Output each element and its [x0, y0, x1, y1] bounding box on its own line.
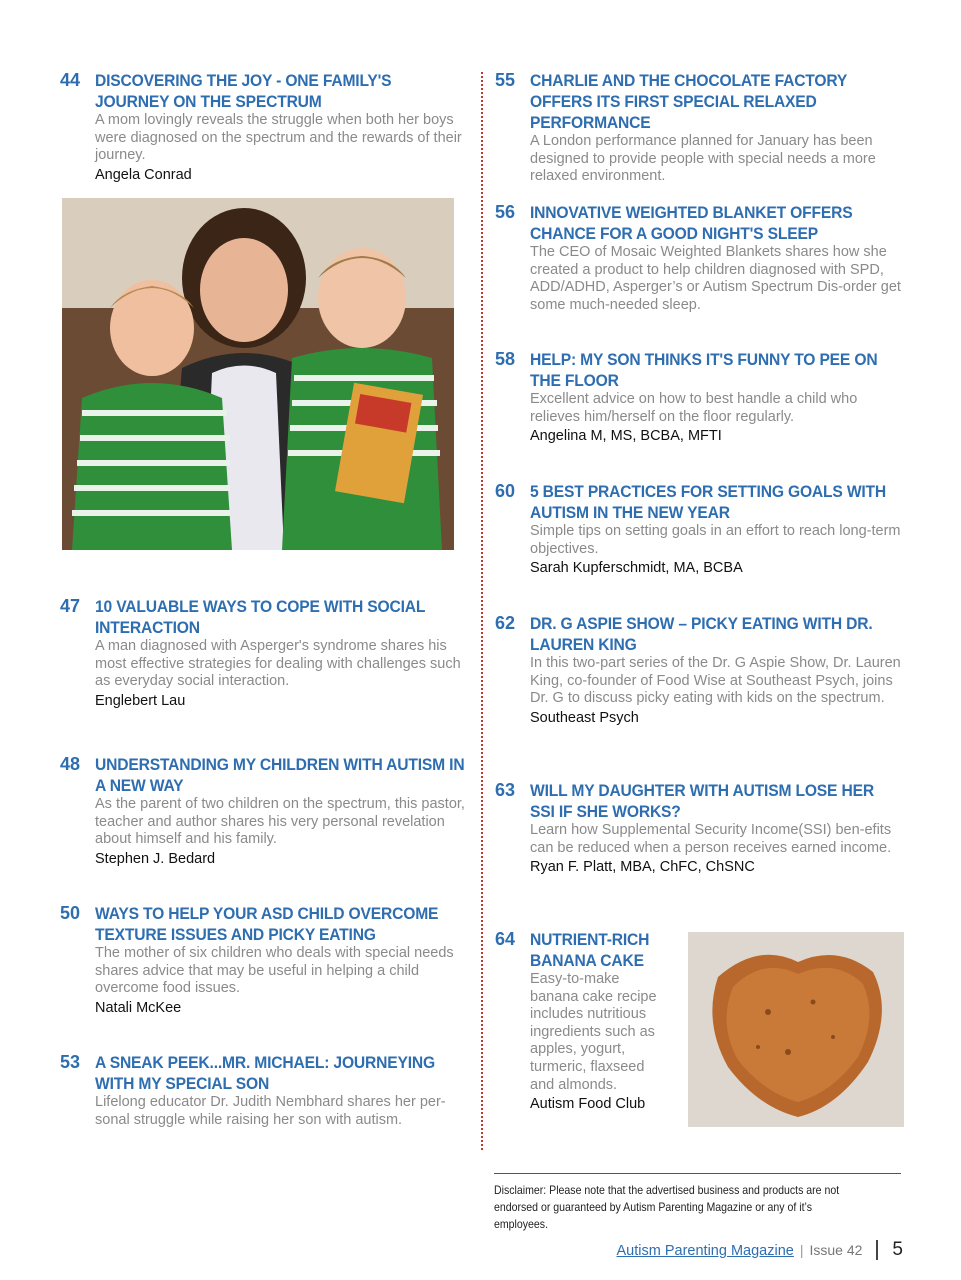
- article-description: A mom lovingly reveals the struggle when both her boys were diagnosed on the spectrum and the rewards of their journey.: [95, 112, 462, 164]
- magazine-link[interactable]: Autism Parenting Magazine: [616, 1243, 794, 1259]
- footer-separator: |: [799, 1242, 804, 1258]
- article-title[interactable]: HELP: MY SON THINKS IT'S FUNNY TO PEE ON THE FLOOR: [530, 350, 878, 390]
- toc-entry-64[interactable]: [495, 929, 670, 1113]
- page-number: 64: [495, 929, 516, 949]
- toc-entry-50[interactable]: [60, 903, 470, 1017]
- article-description: The CEO of Mosaic Weighted Blankets shares how she created a product to help children diagnosed with SPD, ADD/ADHD, Asperger’s or Autism Spectrum Dis-order get some much-needed sleep.: [530, 244, 901, 313]
- page-number: 48: [60, 754, 81, 774]
- toc-entry-58[interactable]: [495, 349, 905, 445]
- banana-cake-photo: [688, 932, 904, 1127]
- article-title[interactable]: WAYS TO HELP YOUR ASD CHILD OVERCOME TEXTURE ISSUES AND PICKY EATING: [95, 904, 439, 944]
- article-description: A London performance planned for January has been designed to provide people with special needs a more relaxed environment.: [530, 133, 876, 185]
- page-number: 62: [495, 613, 516, 633]
- page-number: 53: [60, 1052, 81, 1072]
- article-author: Englebert Lau: [95, 692, 186, 709]
- page-number: 55: [495, 70, 516, 90]
- banana-cake-image: [688, 932, 904, 1127]
- article-description: Lifelong educator Dr. Judith Nembhard shares her per-sonal struggle while raising her son with autism.: [95, 1094, 446, 1128]
- family-photo: [62, 198, 454, 550]
- article-description: Simple tips on setting goals in an effort to reach long-term objectives.: [530, 523, 901, 557]
- toc-entry-44[interactable]: [60, 70, 470, 184]
- page-number: 47: [60, 596, 81, 616]
- page-number-footer: 5: [892, 1239, 903, 1260]
- page-number: 60: [495, 481, 516, 501]
- article-title[interactable]: 5 BEST PRACTICES FOR SETTING GOALS WITH AUTISM IN THE NEW YEAR: [530, 482, 887, 522]
- article-title[interactable]: NUTRIENT-RICH BANANA CAKE: [530, 930, 650, 970]
- toc-entry-55[interactable]: [495, 70, 905, 186]
- article-author: Stephen J. Bedard: [95, 850, 216, 867]
- page-number: 50: [60, 903, 81, 923]
- page-number: 44: [60, 70, 81, 90]
- article-title[interactable]: 10 VALUABLE WAYS TO COPE WITH SOCIAL INTERACTION: [95, 597, 425, 637]
- article-title[interactable]: DR. G ASPIE SHOW – PICKY EATING WITH DR. LAUREN KING: [530, 614, 873, 654]
- article-author: Ryan F. Platt, MBA, ChFC, ChSNC: [530, 859, 755, 876]
- footer-bar: [876, 1240, 878, 1260]
- article-author: Natali McKee: [95, 999, 182, 1016]
- article-description: The mother of six children who deals with special needs shares advice that may be useful in helping a child overcome food issues.: [95, 945, 454, 997]
- page-number: 58: [495, 349, 516, 369]
- issue-label: Issue 42: [809, 1242, 863, 1258]
- article-author: Sarah Kupferschmidt, MA, BCBA: [530, 560, 743, 577]
- toc-entry-60[interactable]: [495, 481, 905, 577]
- page-number: 63: [495, 780, 516, 800]
- article-author: Autism Food Club: [530, 1096, 646, 1113]
- article-title[interactable]: INNOVATIVE WEIGHTED BLANKET OFFERS CHANCE FOR A GOOD NIGHT'S SLEEP: [530, 203, 853, 243]
- article-description: Easy-to-make banana cake recipe includes nutritious ingredients such as apples, yogurt, turmeric, flaxseed and almonds.: [530, 971, 657, 1093]
- article-title[interactable]: CHARLIE AND THE CHOCOLATE FACTORY OFFERS ITS FIRST SPECIAL RELAXED PERFORMANCE: [530, 71, 847, 132]
- footer-rule: [494, 1173, 901, 1174]
- article-title[interactable]: UNDERSTANDING MY CHILDREN WITH AUTISM IN A NEW WAY: [95, 755, 465, 795]
- article-author: Angelina M, MS, BCBA, MFTI: [530, 428, 722, 445]
- family-photo-image: [62, 198, 454, 550]
- article-author: Southeast Psych: [530, 709, 639, 726]
- article-title[interactable]: A SNEAK PEEK...MR. MICHAEL: JOURNEYING WITH MY SPECIAL SON: [95, 1053, 436, 1093]
- toc-entry-62[interactable]: [495, 613, 905, 727]
- article-description: Learn how Supplemental Security Income(SSI) ben-efits can be reduced when a person receives earned income.: [530, 822, 892, 856]
- toc-entry-56[interactable]: [495, 202, 905, 314]
- column-divider: [481, 72, 483, 1150]
- toc-entry-63[interactable]: [495, 780, 905, 876]
- toc-entry-48[interactable]: [60, 754, 470, 868]
- toc-entry-47[interactable]: [60, 596, 470, 710]
- article-description: In this two-part series of the Dr. G Aspie Show, Dr. Lauren King, co-founder of Food Wise at Southeast Psych, joins Dr. G to discuss picky eating with kids on the spectrum.: [530, 655, 901, 707]
- toc-entry-53[interactable]: [60, 1052, 470, 1129]
- article-author: Angela Conrad: [95, 166, 192, 183]
- page-footer: [617, 1239, 903, 1261]
- article-title[interactable]: WILL MY DAUGHTER WITH AUTISM LOSE HER SSI IF SHE WORKS?: [530, 781, 874, 821]
- article-description: As the parent of two children on the spectrum, this pastor, teacher and author shares his very personal revelation about himself and his family.: [95, 796, 465, 848]
- article-title[interactable]: DISCOVERING THE JOY - ONE FAMILY'S JOURNEY ON THE SPECTRUM: [95, 71, 392, 111]
- article-description: Excellent advice on how to best handle a child who relieves him/herself on the floor regularly.: [530, 391, 858, 425]
- disclaimer: Disclaimer: Please note that the advertised business and products are not endorsed or guaranteed by Autism Parenting Magazine or any of it’s employees.: [494, 1183, 840, 1231]
- article-description: A man diagnosed with Asperger's syndrome shares his most effective strategies for dealing with challenges such as everyday social interaction.: [95, 638, 461, 690]
- page-number: 56: [495, 202, 516, 222]
